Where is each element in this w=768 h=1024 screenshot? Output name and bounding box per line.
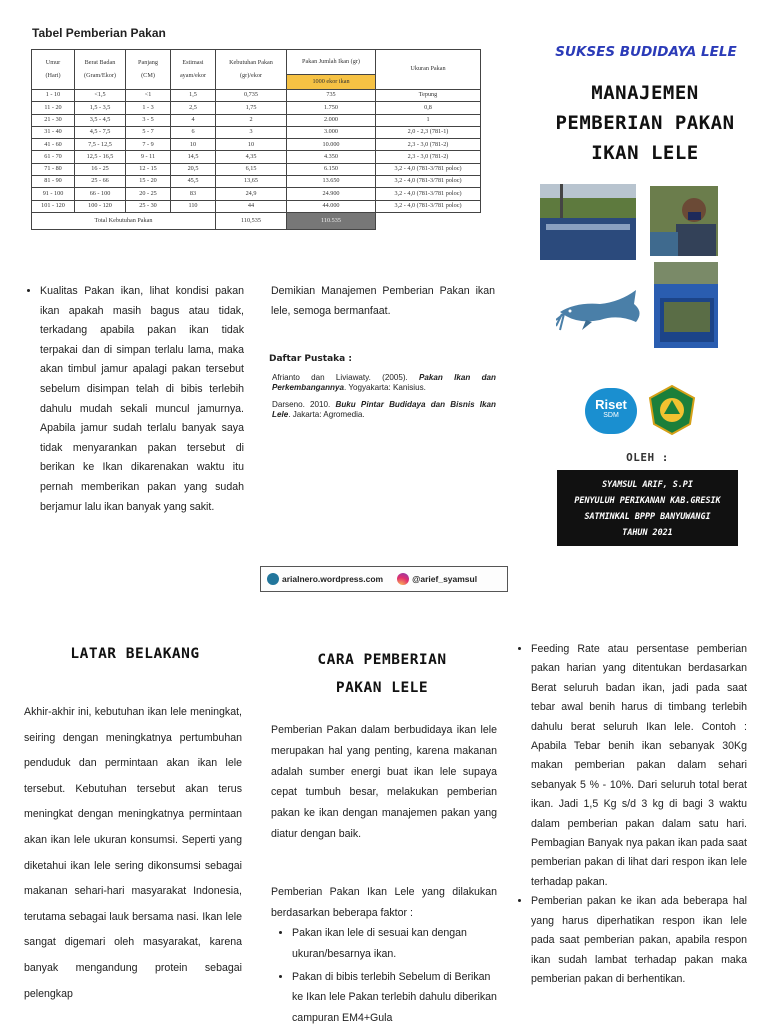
- col-ukuran: Ukuran Pakan: [376, 50, 481, 90]
- table-cell: 24.900: [287, 188, 376, 200]
- table-cell: 4.350: [287, 151, 376, 163]
- table-cell: 15 - 20: [126, 176, 171, 188]
- table-cell: 0,735: [216, 90, 287, 102]
- author-box: [557, 470, 738, 546]
- table-cell: 9 - 11: [126, 151, 171, 163]
- table-cell: 13,65: [216, 176, 287, 188]
- kualitas-item: • Kualitas Pakan ikan, lihat kondisi pakan ikan apakah masih bagus atau tidak, terkadang apabila pakan ikan tidak terpakai dan di simpan terlalu lama, maka akan timbul jamur apalagi pakan tersebut sebelum disimpan telah di bibis terlebih dahulu mudah sekali muncul jamurnya. Apabila jamur sudah terlalu banyak saya tidak menyarankan pakan tersebut di berikan ke Ikan dikarenakan waktu itu pernah memberikan pakan yang sudah berjamur lalu ikan banyak yang sakit.: [40, 282, 244, 517]
- feeding-rate-item: • Feeding Rate atau persentase pemberian pakan harian yang ditentukan berdasarkan Berat seluruh badan ikan, jadi pada saat tebar awal benih harus di timbang terlebih dahulu berat seluruh Ikan lele. Contoh : Apabila Tebar benih ikan sebanyak 30Kg makan pemberian pakan dalam sehari sebanyak 5 % - 10%. Dari seluruh total berat ikan. Jadi 1,5 Kg s/d 3 kg di bagi 3 waktu dalam pemberian pakan dalam satu hari. Pembagian Banyak nya pakan ikan pada saat pemberian pakan di lihat dari respon ikan lele terhadap pakan.: [531, 640, 747, 892]
- table-cell: 45,5: [171, 176, 216, 188]
- table-cell: 44.000: [287, 200, 376, 212]
- table-cell: 2,3 - 3,0 (781-2): [376, 139, 481, 151]
- col-estimasi: Estimasi ayam/ekor: [171, 50, 216, 90]
- farmer-photo: [650, 186, 718, 256]
- table-cell: 1 - 3: [126, 102, 171, 114]
- author-year: TAHUN 2021: [622, 527, 673, 537]
- table-cell: 5 - 7: [126, 126, 171, 138]
- table-cell: 3: [216, 126, 287, 138]
- total-label: Total Kebutuhan Pakan: [32, 212, 216, 229]
- table-cell: 100 - 120: [75, 200, 126, 212]
- table-cell: 7,5 - 12,5: [75, 139, 126, 151]
- author-office: SATMINKAL BPPP BANYUWANGI: [584, 511, 711, 521]
- table-row: [32, 126, 481, 138]
- cara-heading: CARA PEMBERIAN PAKAN LELE: [317, 652, 447, 696]
- table-row: [32, 176, 481, 188]
- table-cell: 24,9: [216, 188, 287, 200]
- closing-text: Demikian Manajemen Pemberian Pakan ikan lele, semoga bermanfaat.: [271, 285, 495, 317]
- table-cell: 110: [171, 200, 216, 212]
- table-title: Tabel Pemberian Pakan: [32, 26, 166, 40]
- table-cell: 41 - 60: [32, 139, 75, 151]
- col-umur: Umur (Hari): [32, 50, 75, 90]
- reference-1: Afrianto dan Liviawaty. (2005). Pakan Ikan dan Perkembangannya. Yogyakarta: Kanisius.: [272, 373, 496, 392]
- catfish-illustration: [556, 282, 646, 339]
- table-cell: 10.000: [287, 139, 376, 151]
- table-row: [32, 200, 481, 212]
- table-cell: 2.000: [287, 114, 376, 126]
- latar-heading: LATAR BELAKANG: [70, 646, 200, 662]
- table-row: [32, 139, 481, 151]
- feeding-table: [31, 49, 481, 230]
- table-cell: 31 - 40: [32, 126, 75, 138]
- total-kebutuhan: 110,535: [216, 212, 287, 229]
- table-cell: 0,8: [376, 102, 481, 114]
- table-cell: 11 - 20: [32, 102, 75, 114]
- table-row: [32, 102, 481, 114]
- table-cell: <1,5: [75, 90, 126, 102]
- instagram-icon: [397, 573, 409, 585]
- cara-factor-item: • Pakan ikan lele di sesuai kan dengan ukuran/besarnya ikan.: [292, 923, 498, 965]
- table-cell: 1 - 10: [32, 90, 75, 102]
- col-panjang: Panjang (CM): [126, 50, 171, 90]
- latar-text: Akhir-akhir ini, kebutuhan ikan lele meningkat, seiring dengan meningkatnya pertumbuhan penduduk dan permintaan akan ikan lele tersebut. Kebutuhan tersebut akan terus meningkat dengan meningkatnya permintaan akan ikan lele ukuran konsumsi. Seperti yang diketahui ikan lele sering dikonsumsi sebagai makanan sehari-hari masyarakat Indonesia, terutama sebagai lauk bersama nasi. Ikan lele sangat digemari oleh masyarakat, karena banyak mengandung protein sebagai pelengkap: [24, 706, 242, 1000]
- cara-factor-item: • Pakan di bibis terlebih Sebelum di Berikan ke Ikan lele Pakan terlebih dahulu diberikan campuran EM4+Gula: [292, 967, 498, 1024]
- col-kebutuhan: Kebutuhan Pakan (gr)/ekor: [216, 50, 287, 90]
- table-cell: Tepung: [376, 90, 481, 102]
- table-row: [32, 163, 481, 175]
- table-cell: 91 - 100: [32, 188, 75, 200]
- table-cell: 6,15: [216, 163, 287, 175]
- table-cell: 3,2 - 4,0 (781-3/781 poloc): [376, 163, 481, 175]
- table-cell: 3,2 - 4,0 (781-3/781 poloc): [376, 176, 481, 188]
- table-cell: 10: [171, 139, 216, 151]
- gresik-regency-logo: [646, 384, 698, 436]
- table-cell: 4,35: [216, 151, 287, 163]
- table-cell: 101 - 120: [32, 200, 75, 212]
- table-cell: 2: [216, 114, 287, 126]
- col-pakan-jumlah: Pakan Jumlah Ikan (gr): [287, 50, 376, 75]
- table-cell: 12,5 - 16,5: [75, 151, 126, 163]
- table-row: [32, 114, 481, 126]
- table-cell: 3.000: [287, 126, 376, 138]
- table-cell: 61 - 70: [32, 151, 75, 163]
- table-cell: 1.750: [287, 102, 376, 114]
- table-cell: 4,5 - 7,5: [75, 126, 126, 138]
- table-cell: 25 - 30: [126, 200, 171, 212]
- table-cell: 1: [376, 114, 481, 126]
- cara-paragraph-2: Pemberian Pakan Ikan Lele yang dilakukan berdasarkan beberapa faktor :: [271, 886, 497, 919]
- table-cell: <1: [126, 90, 171, 102]
- basket-photo: [654, 262, 718, 348]
- table-cell: 1,5: [171, 90, 216, 102]
- table-row: [32, 188, 481, 200]
- col-berat: Berat Badan (Gram/Ekor): [75, 50, 126, 90]
- table-cell: 1,75: [216, 102, 287, 114]
- cover-title: MANAJEMEN PEMBERIAN PAKAN IKAN LELE: [555, 82, 735, 164]
- table-cell: 14,5: [171, 151, 216, 163]
- table-cell: 7 - 9: [126, 139, 171, 151]
- table-cell: 3,2 - 4,0 (781-3/781 poloc): [376, 188, 481, 200]
- blog-link[interactable]: arialnero.wordpress.com: [282, 574, 384, 584]
- total-jumlah: 110.535: [287, 212, 376, 229]
- cara-factor-list: [276, 923, 498, 1024]
- table-cell: 3,5 - 4,5: [75, 114, 126, 126]
- instagram-link[interactable]: @arief_syamsul: [412, 574, 478, 584]
- table-cell: 10: [216, 139, 287, 151]
- table-cell: 6.150: [287, 163, 376, 175]
- author-name: SYAMSUL ARIF, S.PI: [602, 479, 693, 489]
- table-cell: 20 - 25: [126, 188, 171, 200]
- oleh-label: OLEH :: [626, 451, 669, 464]
- feeding-rate-section: [515, 640, 747, 1024]
- table-cell: 1,5 - 3,5: [75, 102, 126, 114]
- table-cell: 83: [171, 188, 216, 200]
- table-cell: 20,5: [171, 163, 216, 175]
- cover-kicker: SUKSES BUDIDAYA LELE: [555, 44, 737, 60]
- feeding-response-item: • Pemberian pakan ke ikan ada beberapa hal yang harus diperhatikan respon ikan lele pada saat pemberian pakan, apabila respon ikan sudah lambat terhadap pakan maka pemberian pakan di berhentikan.: [531, 892, 747, 989]
- table-row: [32, 90, 481, 102]
- table-cell: 12 - 15: [126, 163, 171, 175]
- daftar-pustaka-title: Daftar Pustaka :: [269, 354, 352, 364]
- table-cell: 735: [287, 90, 376, 102]
- table-cell: 71 - 80: [32, 163, 75, 175]
- pond-photo: [540, 184, 636, 260]
- social-links-bar: [260, 566, 508, 592]
- kualitas-section: [24, 282, 244, 517]
- author-role: PENYULUH PERIKANAN KAB.GRESIK: [574, 495, 721, 505]
- cara-paragraph-1: Pemberian Pakan dalam berbudidaya ikan lele merupakan hal yang penting, karena makanan adalah sumber energi buat ikan lele supaya cepat tumbuh besar, melakukan pemberian pakan ke ikan dengan manajemen pakan yang diatur dengan baik.: [271, 724, 497, 840]
- reference-2: Darseno. 2010. Buku Pintar Budidaya dan Bisnis Ikan Lele. Jakarta: Agromedia.: [272, 400, 496, 419]
- riset-sdm-logo: Riset SDM: [585, 388, 637, 434]
- table-cell: 3 - 5: [126, 114, 171, 126]
- table-row: [32, 151, 481, 163]
- table-cell: 2,3 - 3,0 (781-2): [376, 151, 481, 163]
- table-cell: 81 - 90: [32, 176, 75, 188]
- table-cell: 2,5: [171, 102, 216, 114]
- table-cell: 4: [171, 114, 216, 126]
- table-cell: 44: [216, 200, 287, 212]
- col-jumlah-ikan: 1000 ekor ikan: [287, 75, 376, 90]
- table-cell: 3,2 - 4,0 (781-3/781 poloc): [376, 200, 481, 212]
- table-cell: 66 - 100: [75, 188, 126, 200]
- table-cell: 16 - 25: [75, 163, 126, 175]
- table-cell: 21 - 30: [32, 114, 75, 126]
- table-cell: 25 - 66: [75, 176, 126, 188]
- table-cell: 13.650: [287, 176, 376, 188]
- wordpress-icon: [267, 573, 279, 585]
- table-cell: 2,0 - 2,3 (781-1): [376, 126, 481, 138]
- table-cell: 6: [171, 126, 216, 138]
